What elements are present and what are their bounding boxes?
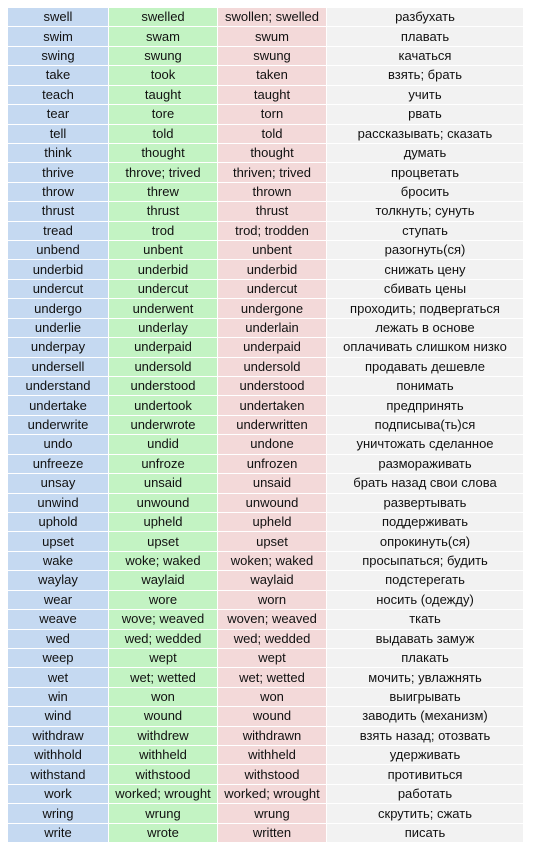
past-simple-cell: trod: [109, 221, 218, 240]
past-participle-cell: unsaid: [218, 474, 327, 493]
table-row: [8, 46, 524, 65]
past-simple-cell: throve; trived: [109, 163, 218, 182]
base-form-cell: undercut: [8, 279, 109, 298]
past-simple-cell: took: [109, 66, 218, 85]
past-simple-cell: waylaid: [109, 571, 218, 590]
table-row: [8, 784, 524, 803]
base-form-cell: underwrite: [8, 415, 109, 434]
past-simple-cell: underbid: [109, 260, 218, 279]
past-simple-cell: undertook: [109, 396, 218, 415]
past-simple-cell: wept: [109, 648, 218, 667]
past-simple-cell: unbent: [109, 241, 218, 260]
translation-cell: оплачивать слишком низко: [327, 338, 524, 357]
past-simple-cell: underwrote: [109, 415, 218, 434]
table-row: [8, 551, 524, 570]
past-simple-cell: unwound: [109, 493, 218, 512]
table-row: [8, 512, 524, 531]
past-simple-cell: upset: [109, 532, 218, 551]
base-form-cell: wet: [8, 668, 109, 687]
translation-cell: ступать: [327, 221, 524, 240]
translation-cell: разбухать: [327, 8, 524, 27]
past-simple-cell: wed; wedded: [109, 629, 218, 648]
past-participle-cell: taught: [218, 85, 327, 104]
past-participle-cell: swung: [218, 46, 327, 65]
table-row: [8, 707, 524, 726]
translation-cell: носить (одежду): [327, 590, 524, 609]
translation-cell: скрутить; сжать: [327, 804, 524, 823]
translation-cell: брать назад свои слова: [327, 474, 524, 493]
translation-cell: развертывать: [327, 493, 524, 512]
table-row: [8, 202, 524, 221]
base-form-cell: win: [8, 687, 109, 706]
base-form-cell: thrive: [8, 163, 109, 182]
base-form-cell: undertake: [8, 396, 109, 415]
base-form-cell: underlie: [8, 318, 109, 337]
past-participle-cell: taken: [218, 66, 327, 85]
past-participle-cell: underlain: [218, 318, 327, 337]
table-row: [8, 279, 524, 298]
past-simple-cell: withdrew: [109, 726, 218, 745]
past-participle-cell: understood: [218, 377, 327, 396]
past-simple-cell: undercut: [109, 279, 218, 298]
table-row: [8, 124, 524, 143]
past-simple-cell: unsaid: [109, 474, 218, 493]
table-row: [8, 590, 524, 609]
past-simple-cell: underlay: [109, 318, 218, 337]
base-form-cell: waylay: [8, 571, 109, 590]
base-form-cell: undergo: [8, 299, 109, 318]
past-participle-cell: withdrawn: [218, 726, 327, 745]
translation-cell: уничтожать сделанное: [327, 435, 524, 454]
past-simple-cell: thrust: [109, 202, 218, 221]
base-form-cell: undo: [8, 435, 109, 454]
translation-cell: опрокинуть(ся): [327, 532, 524, 551]
past-simple-cell: swam: [109, 27, 218, 46]
translation-cell: качаться: [327, 46, 524, 65]
past-participle-cell: written: [218, 823, 327, 842]
table-row: [8, 571, 524, 590]
past-simple-cell: underpaid: [109, 338, 218, 357]
base-form-cell: unfreeze: [8, 454, 109, 473]
translation-cell: бросить: [327, 182, 524, 201]
base-form-cell: take: [8, 66, 109, 85]
base-form-cell: think: [8, 143, 109, 162]
base-form-cell: withdraw: [8, 726, 109, 745]
base-form-cell: teach: [8, 85, 109, 104]
base-form-cell: unsay: [8, 474, 109, 493]
past-participle-cell: unwound: [218, 493, 327, 512]
past-participle-cell: underpaid: [218, 338, 327, 357]
past-simple-cell: underwent: [109, 299, 218, 318]
table-row: [8, 532, 524, 551]
past-participle-cell: wept: [218, 648, 327, 667]
translation-cell: писать: [327, 823, 524, 842]
past-simple-cell: wrung: [109, 804, 218, 823]
translation-cell: заводить (механизм): [327, 707, 524, 726]
past-participle-cell: underwritten: [218, 415, 327, 434]
translation-cell: выигрывать: [327, 687, 524, 706]
table-row: [8, 182, 524, 201]
table-row: [8, 318, 524, 337]
past-participle-cell: thrust: [218, 202, 327, 221]
table-row: [8, 493, 524, 512]
base-form-cell: withstand: [8, 765, 109, 784]
past-simple-cell: upheld: [109, 512, 218, 531]
past-participle-cell: unfrozen: [218, 454, 327, 473]
table-row: [8, 435, 524, 454]
base-form-cell: throw: [8, 182, 109, 201]
table-row: [8, 241, 524, 260]
base-form-cell: work: [8, 784, 109, 803]
base-form-cell: write: [8, 823, 109, 842]
table-row: [8, 804, 524, 823]
translation-cell: рвать: [327, 105, 524, 124]
table-row: [8, 163, 524, 182]
past-simple-cell: unfroze: [109, 454, 218, 473]
past-participle-cell: worn: [218, 590, 327, 609]
base-form-cell: upset: [8, 532, 109, 551]
base-form-cell: swim: [8, 27, 109, 46]
base-form-cell: wind: [8, 707, 109, 726]
base-form-cell: undersell: [8, 357, 109, 376]
past-participle-cell: undone: [218, 435, 327, 454]
past-simple-cell: told: [109, 124, 218, 143]
translation-cell: думать: [327, 143, 524, 162]
past-participle-cell: undercut: [218, 279, 327, 298]
base-form-cell: wed: [8, 629, 109, 648]
past-participle-cell: won: [218, 687, 327, 706]
past-simple-cell: tore: [109, 105, 218, 124]
base-form-cell: weep: [8, 648, 109, 667]
past-participle-cell: thriven; trived: [218, 163, 327, 182]
past-participle-cell: undersold: [218, 357, 327, 376]
translation-cell: плакать: [327, 648, 524, 667]
past-participle-cell: wet; wetted: [218, 668, 327, 687]
past-simple-cell: wrote: [109, 823, 218, 842]
past-participle-cell: wed; wedded: [218, 629, 327, 648]
table-row: [8, 415, 524, 434]
translation-cell: снижать цену: [327, 260, 524, 279]
table-row: [8, 299, 524, 318]
translation-cell: противиться: [327, 765, 524, 784]
table-row: [8, 221, 524, 240]
past-participle-cell: thought: [218, 143, 327, 162]
table-row: [8, 338, 524, 357]
table-row: [8, 8, 524, 27]
verbs-table-body: [8, 8, 524, 843]
past-simple-cell: understood: [109, 377, 218, 396]
base-form-cell: unbend: [8, 241, 109, 260]
translation-cell: продавать дешевле: [327, 357, 524, 376]
past-simple-cell: wove; weaved: [109, 610, 218, 629]
translation-cell: размораживать: [327, 454, 524, 473]
past-participle-cell: withheld: [218, 746, 327, 765]
past-simple-cell: undid: [109, 435, 218, 454]
translation-cell: проходить; подвергаться: [327, 299, 524, 318]
translation-cell: подписыва(ть)ся: [327, 415, 524, 434]
table-row: [8, 357, 524, 376]
past-participle-cell: thrown: [218, 182, 327, 201]
past-participle-cell: unbent: [218, 241, 327, 260]
table-row: [8, 687, 524, 706]
base-form-cell: swell: [8, 8, 109, 27]
table-row: [8, 668, 524, 687]
base-form-cell: underbid: [8, 260, 109, 279]
translation-cell: работать: [327, 784, 524, 803]
translation-cell: предпринять: [327, 396, 524, 415]
past-participle-cell: told: [218, 124, 327, 143]
past-participle-cell: woven; weaved: [218, 610, 327, 629]
past-participle-cell: upset: [218, 532, 327, 551]
past-simple-cell: thought: [109, 143, 218, 162]
translation-cell: поддерживать: [327, 512, 524, 531]
base-form-cell: underpay: [8, 338, 109, 357]
base-form-cell: thrust: [8, 202, 109, 221]
table-row: [8, 726, 524, 745]
base-form-cell: unwind: [8, 493, 109, 512]
table-row: [8, 610, 524, 629]
past-simple-cell: taught: [109, 85, 218, 104]
past-simple-cell: worked; wrought: [109, 784, 218, 803]
base-form-cell: wear: [8, 590, 109, 609]
past-participle-cell: waylaid: [218, 571, 327, 590]
past-simple-cell: withheld: [109, 746, 218, 765]
past-participle-cell: withstood: [218, 765, 327, 784]
translation-cell: лежать в основе: [327, 318, 524, 337]
table-row: [8, 629, 524, 648]
translation-cell: процветать: [327, 163, 524, 182]
past-simple-cell: wet; wetted: [109, 668, 218, 687]
translation-cell: толкнуть; сунуть: [327, 202, 524, 221]
table-row: [8, 260, 524, 279]
base-form-cell: wring: [8, 804, 109, 823]
translation-cell: удерживать: [327, 746, 524, 765]
translation-cell: просыпаться; будить: [327, 551, 524, 570]
translation-cell: выдавать замуж: [327, 629, 524, 648]
past-participle-cell: swollen; swelled: [218, 8, 327, 27]
past-participle-cell: underbid: [218, 260, 327, 279]
base-form-cell: tell: [8, 124, 109, 143]
table-row: [8, 105, 524, 124]
past-participle-cell: woken; waked: [218, 551, 327, 570]
past-participle-cell: trod; trodden: [218, 221, 327, 240]
translation-cell: понимать: [327, 377, 524, 396]
translation-cell: сбивать цены: [327, 279, 524, 298]
past-simple-cell: swung: [109, 46, 218, 65]
translation-cell: рассказывать; сказать: [327, 124, 524, 143]
past-participle-cell: undergone: [218, 299, 327, 318]
base-form-cell: uphold: [8, 512, 109, 531]
irregular-verbs-table: [7, 7, 524, 843]
translation-cell: разогнуть(ся): [327, 241, 524, 260]
past-participle-cell: torn: [218, 105, 327, 124]
table-row: [8, 746, 524, 765]
base-form-cell: swing: [8, 46, 109, 65]
translation-cell: взять назад; отозвать: [327, 726, 524, 745]
past-simple-cell: woke; waked: [109, 551, 218, 570]
past-simple-cell: threw: [109, 182, 218, 201]
translation-cell: плавать: [327, 27, 524, 46]
translation-cell: мочить; увлажнять: [327, 668, 524, 687]
table-row: [8, 396, 524, 415]
base-form-cell: tear: [8, 105, 109, 124]
past-simple-cell: withstood: [109, 765, 218, 784]
past-participle-cell: upheld: [218, 512, 327, 531]
past-simple-cell: undersold: [109, 357, 218, 376]
base-form-cell: understand: [8, 377, 109, 396]
translation-cell: ткать: [327, 610, 524, 629]
past-participle-cell: worked; wrought: [218, 784, 327, 803]
table-row: [8, 765, 524, 784]
base-form-cell: weave: [8, 610, 109, 629]
table-row: [8, 377, 524, 396]
base-form-cell: withhold: [8, 746, 109, 765]
base-form-cell: wake: [8, 551, 109, 570]
table-row: [8, 27, 524, 46]
table-row: [8, 85, 524, 104]
past-participle-cell: swum: [218, 27, 327, 46]
past-simple-cell: swelled: [109, 8, 218, 27]
table-row: [8, 474, 524, 493]
table-row: [8, 143, 524, 162]
past-participle-cell: wrung: [218, 804, 327, 823]
table-row: [8, 454, 524, 473]
past-participle-cell: undertaken: [218, 396, 327, 415]
translation-cell: учить: [327, 85, 524, 104]
base-form-cell: tread: [8, 221, 109, 240]
table-row: [8, 648, 524, 667]
past-simple-cell: won: [109, 687, 218, 706]
table-row: [8, 66, 524, 85]
past-simple-cell: wound: [109, 707, 218, 726]
table-row: [8, 823, 524, 842]
translation-cell: взять; брать: [327, 66, 524, 85]
translation-cell: подстерегать: [327, 571, 524, 590]
past-participle-cell: wound: [218, 707, 327, 726]
past-simple-cell: wore: [109, 590, 218, 609]
